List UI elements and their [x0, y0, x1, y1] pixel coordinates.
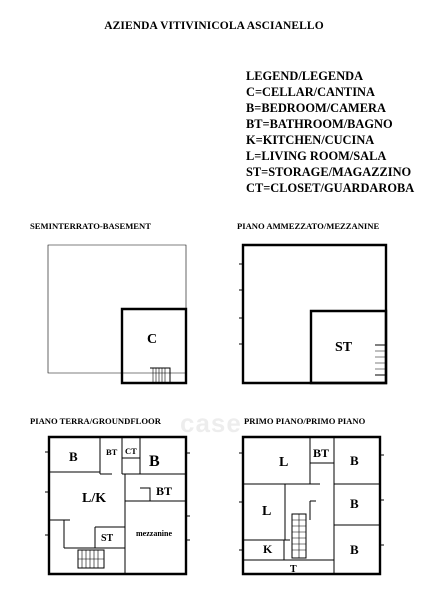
room-label: B [69, 449, 78, 464]
room-label: BT [156, 484, 173, 498]
room-label: C [147, 332, 158, 347]
wall [140, 488, 150, 501]
legend-item-bathroom: BT=BATHROOM/BAGNO [246, 117, 393, 131]
room-label: L/K [82, 491, 107, 506]
room-label: B [350, 453, 359, 468]
legend-item-living-room: L=LIVING ROOM/SALA [246, 149, 387, 163]
mezzanine-stair-treads [375, 351, 386, 369]
legend-item-storage: ST=STORAGE/MAGAZZINO [246, 165, 412, 179]
wall [310, 501, 316, 520]
room-label: ST [101, 533, 114, 544]
room-label: BT [106, 447, 118, 457]
basement-title: SEMINTERRATO-BASEMENT [30, 221, 151, 231]
room-label: L [279, 455, 289, 470]
room-label: CT [125, 446, 137, 456]
basement-stair-treads [153, 368, 165, 383]
mezzanine-stair [375, 345, 386, 375]
basement-plan [48, 245, 186, 383]
firstfloor-plan [239, 437, 384, 575]
mezzanine-plan [239, 245, 386, 383]
room-label: ST [335, 340, 353, 355]
legend-heading: LEGEND/LEGENDA [246, 69, 364, 83]
room-label: BT [313, 446, 330, 460]
legend-item-closet: CT=CLOSET/GUARDAROBA [246, 181, 415, 195]
groundfloor-title: PIANO TERRA/GROUNDFLOOR [30, 416, 161, 426]
legend-item-cellar: C=CELLAR/CANTINA [246, 85, 375, 99]
room-label: B [149, 453, 160, 470]
room-label: K [263, 542, 273, 556]
room-label: B [350, 496, 359, 511]
watermark: case [180, 408, 242, 438]
page-title: AZIENDA VITIVINICOLA ASCIANELLO [104, 20, 324, 32]
firstfloor-title: PRIMO PIANO/PRIMO PIANO [244, 416, 366, 426]
room-label: B [350, 542, 359, 557]
legend-item-bedroom: B=BEDROOM/CAMERA [246, 101, 386, 115]
room-label: T [290, 564, 297, 575]
room-label: L [262, 504, 272, 519]
room-label: mezzanine [136, 529, 172, 538]
mezzanine-outline [243, 245, 386, 383]
mezzanine-title: PIANO AMMEZZATO/MEZZANINE [237, 221, 380, 231]
legend-item-kitchen: K=KITCHEN/CUCINA [246, 133, 375, 147]
groundfloor-plan [45, 437, 190, 574]
